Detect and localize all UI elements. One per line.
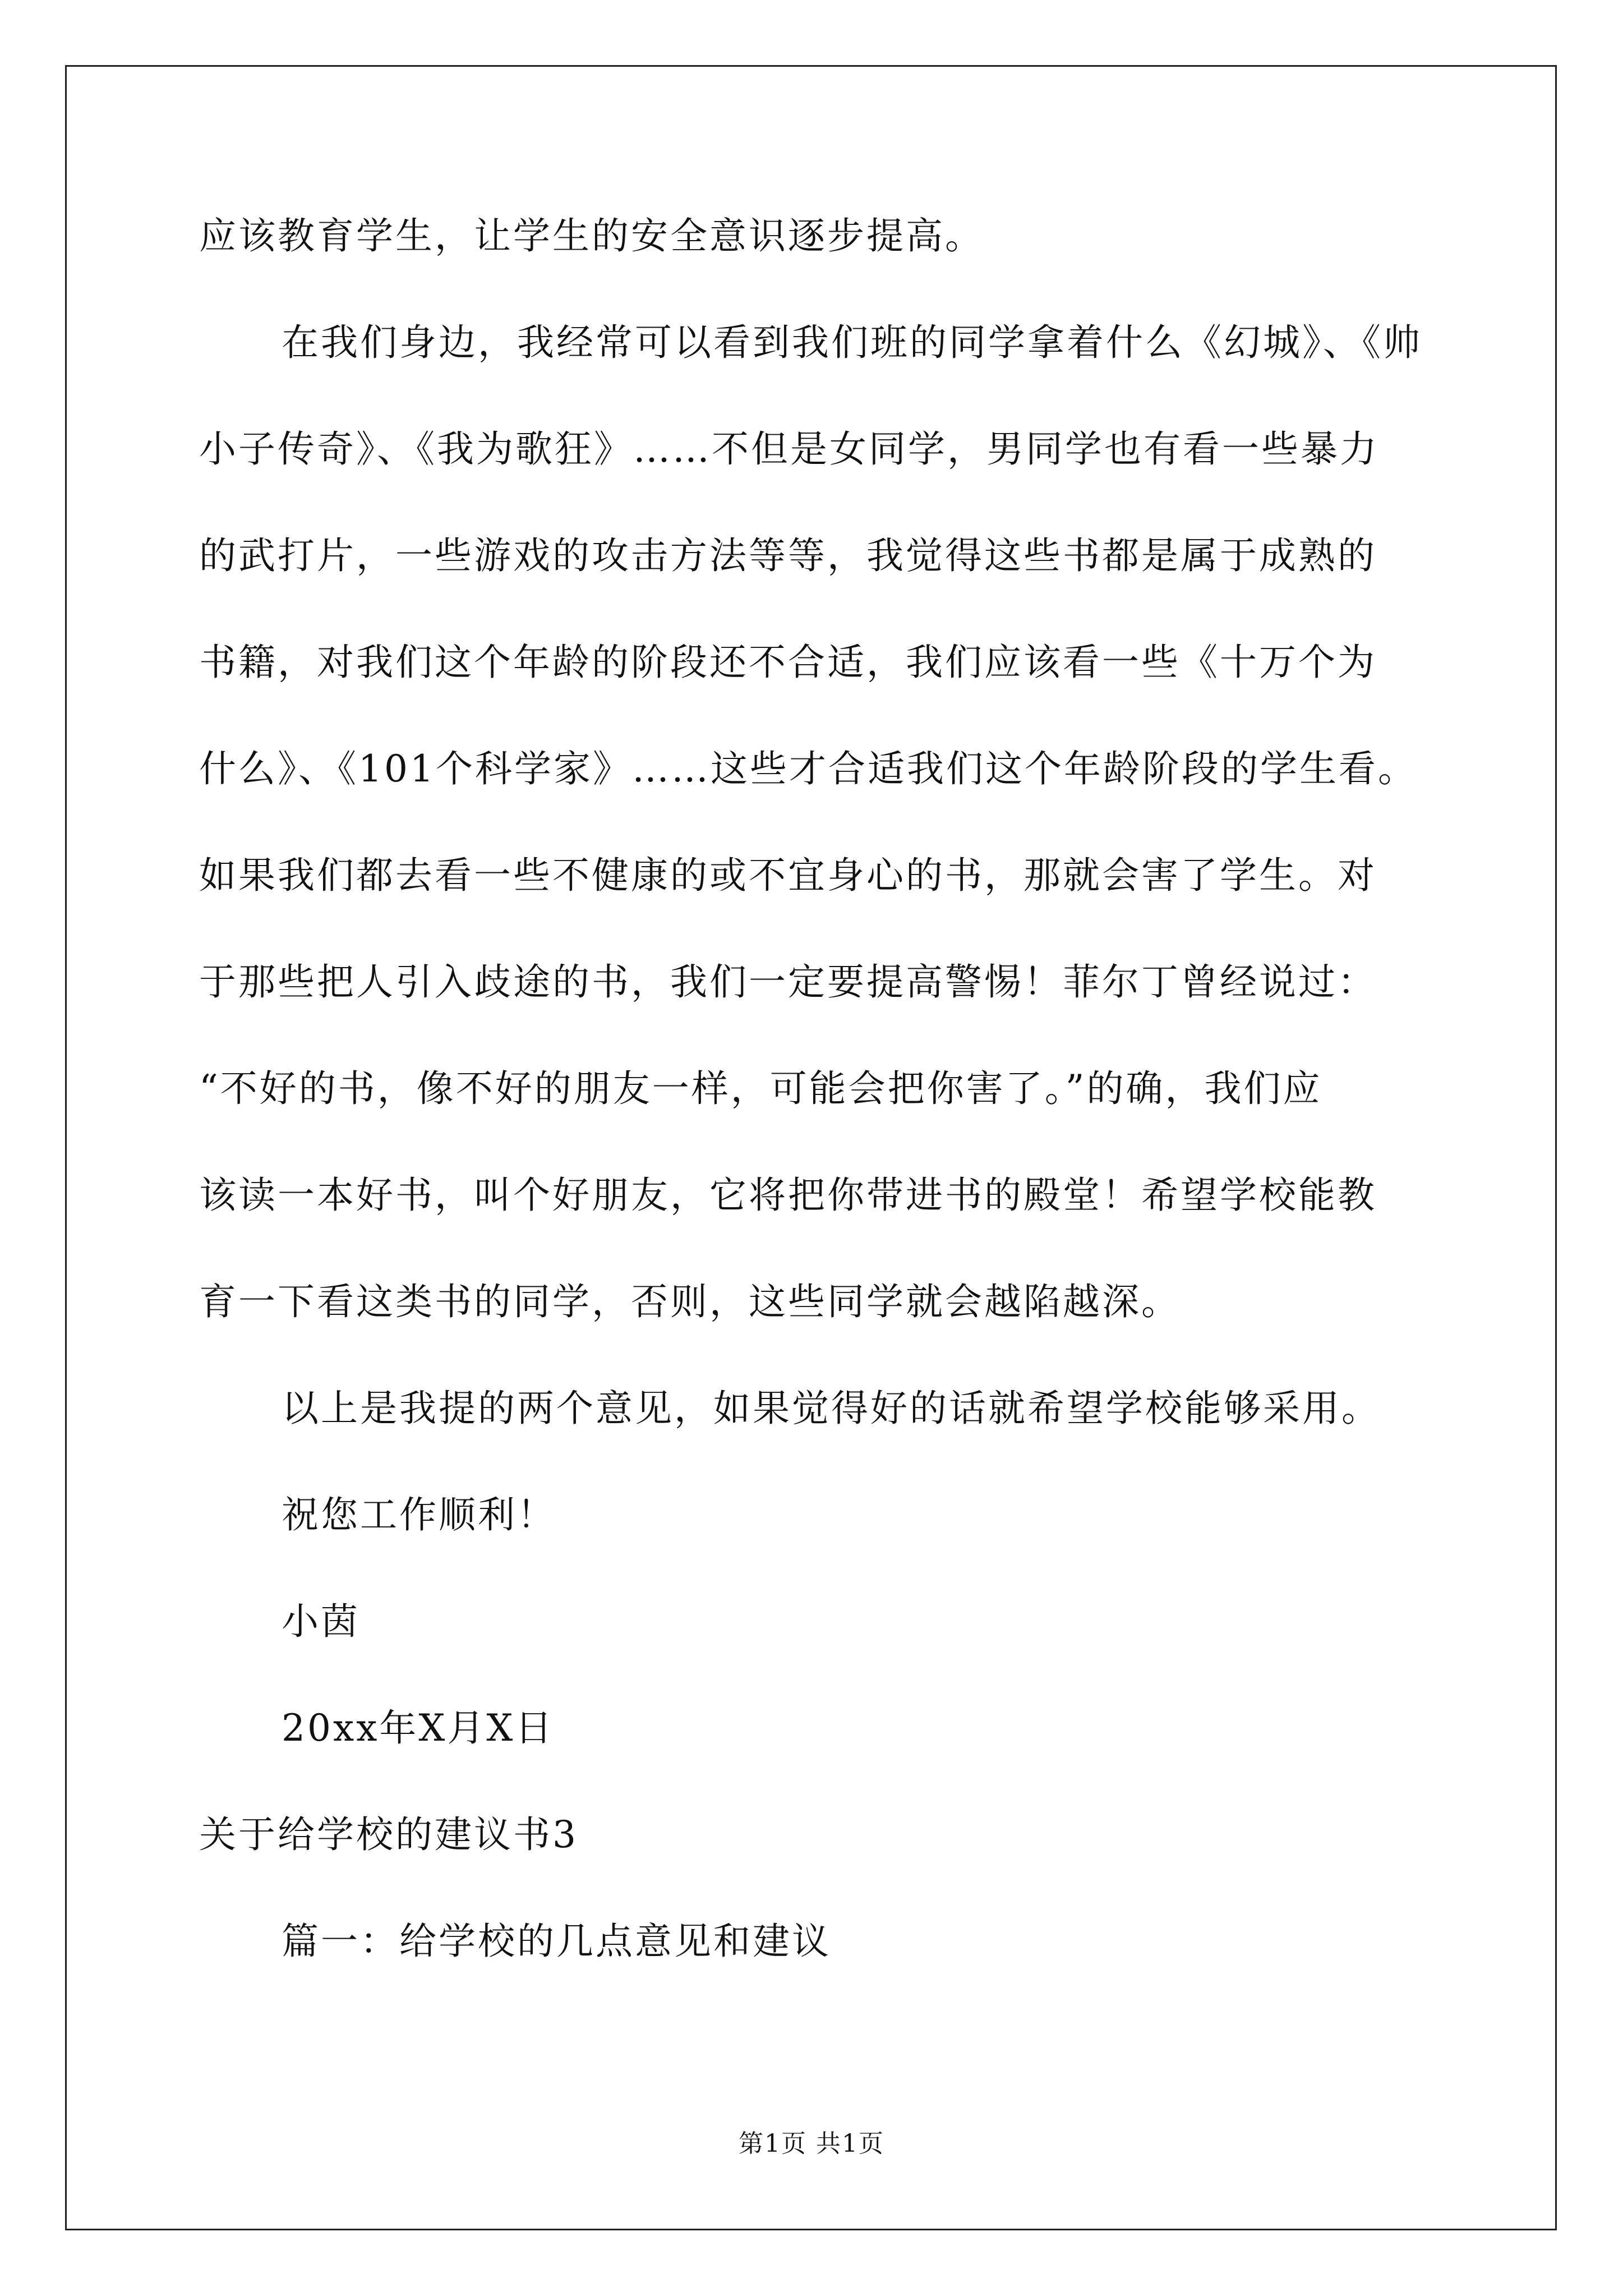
signature-name: 小茵	[282, 1600, 360, 1643]
text-line-9: “不好的书，像不好的朋友一样，可能会把你害了。”的确，我们应	[199, 1067, 1322, 1110]
signature-date: 20xx年X月X日	[282, 1706, 555, 1750]
text-line-8: 于那些把人引入歧途的书，我们一定要提高警惕！菲尔丁曾经说过：	[199, 960, 1377, 1004]
page-footer: 第1页 共1页	[739, 2129, 884, 2158]
text-line-2: 在我们身边，我经常可以看到我们班的同学拿着什么《幻城》、《帅	[282, 321, 1422, 364]
closing-line: 祝您工作顺利！	[282, 1493, 556, 1536]
text-line-10: 该读一本好书，叫个好朋友，它将把你带进书的殿堂！希望学校能教	[199, 1174, 1377, 1217]
text-line-12: 以上是我提的两个意见，如果觉得好的话就希望学校能够采用。	[282, 1387, 1381, 1430]
text-line-4: 的武打片，一些游戏的攻击方法等等，我觉得这些书都是属于成熟的	[199, 534, 1377, 577]
page-border	[65, 65, 1557, 2230]
text-line-1: 应该教育学生，让学生的安全意识逐步提高。	[199, 214, 984, 257]
section-heading: 关于给学校的建议书3	[199, 1813, 578, 1856]
text-line-3: 小子传奇》、《我为歌狂》……不但是女同学，男同学也有看一些暴力	[199, 427, 1379, 471]
text-line-5: 书籍，对我们这个年龄的阶段还不合适，我们应该看一些《十万个为	[199, 641, 1377, 684]
subsection-heading: 篇一：给学校的几点意见和建议	[282, 1920, 831, 1963]
text-line-6: 什么》、《101个科学家》……这些才合适我们这个年龄阶段的学生看。	[199, 747, 1417, 790]
text-line-7: 如果我们都去看一些不健康的或不宜身心的书，那就会害了学生。对	[199, 854, 1377, 897]
text-line-11: 育一下看这类书的同学，否则，这些同学就会越陷越深。	[199, 1280, 1181, 1323]
